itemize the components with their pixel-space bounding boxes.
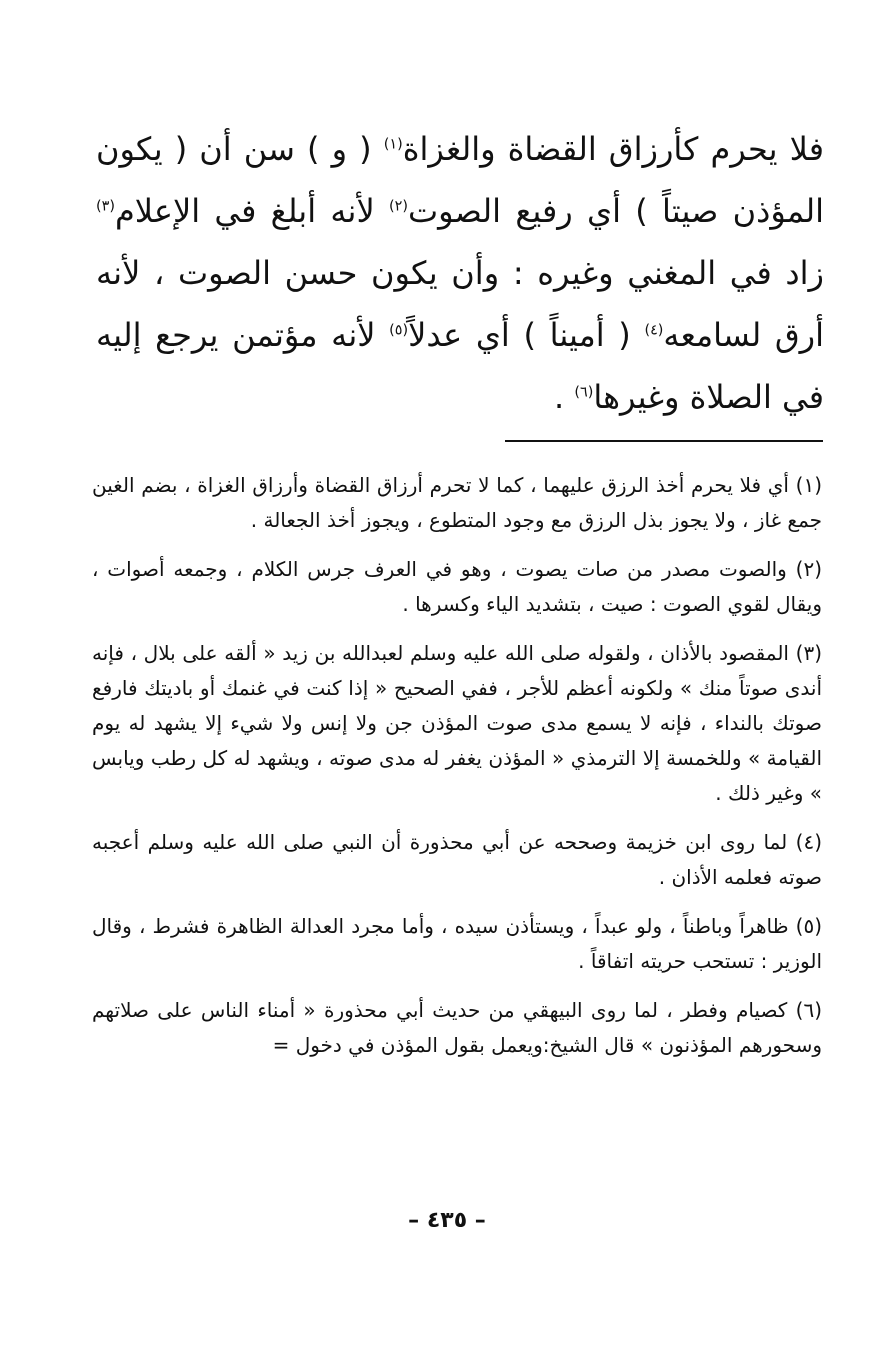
footnotes-section [92, 468, 822, 1077]
footnote-5: (٥) ظاهراً وباطناً ، ولو عبداً ، ويستأذن سيده ، وأما مجرد العدالة الظاهرة فشرط ، وقال الوزير : تستحب حريته اتفاقاً . [92, 914, 822, 973]
page-number: – ٤٣٥ – [408, 1208, 486, 1233]
footnote-ref: (٢) [389, 198, 408, 215]
footnote-ref: (١) [383, 136, 403, 153]
main-text-part: لأنه أبلغ في الإعلام [114, 192, 389, 230]
main-text-part: . [553, 378, 575, 416]
footnote-2: (٢) والصوت مصدر من صات يصوت ، وهو في العرف جرس الكلام ، وجمعه أصوات ، ويقال لقوي الصوت : صيت ، بتشديد الياء وكسرها . [92, 557, 822, 616]
main-text-part: ( أميناً ) أي عدلاً [408, 316, 645, 354]
footnote-ref: (٤) [644, 322, 664, 339]
main-text-block [96, 118, 824, 428]
footnote-1: (١) أي فلا يحرم أخذ الرزق عليهما ، كما لا تحرم أرزاق القضاة وأرزاق الغزاة ، بضم الغين جمع غاز ، ولا يجوز بذل الرزق مع وجود المتطوع ، ويجوز أخذ الجعالة . [92, 473, 822, 532]
footnote-ref: (٦) [574, 384, 594, 401]
footnote-3: (٣) المقصود بالأذان ، ولقوله صلى الله عليه وسلم لعبدالله بن زيد « ألقه على بلال ، فإنه أندى صوتاً منك » ولكونه أعظم للأجر ، ففي الصحيح « إذا كنت في غنمك أو باديتك فارفع صوتك بالنداء ، فإنه لا يسمع مدى صوت المؤذن جن ولا إنس ولا شيء إلا يشهد له يوم القيامة » وللخمسة إلا الترمذي « المؤذن يغفر له مدى صوته ، ويشهد له كل رطب ويابس » وغير ذلك . [92, 641, 822, 805]
main-text-part: زاد في المغني وغيره : وأن يكون حسن الصوت ، لأنه أرق لسامعه [96, 254, 825, 354]
main-text-part: ( و ) سن أن ( يكون المؤذن صيتاً ) أي رفيع الصوت [96, 130, 825, 230]
footnote-6: (٦) كصيام وفطر ، لما روى البيهقي من حديث أبي محذورة « أمناء الناس على صلاتهم وسحورهم المؤذنون » قال الشيخ:ويعمل بقول المؤذن في دخول = [92, 998, 822, 1057]
main-text-part: لأنه مؤتمن يرجع إليه في الصلاة وغيرها [96, 316, 824, 416]
footnote-4: (٤) لما روى ابن خزيمة وصححه عن أبي محذورة أن النبي صلى الله عليه وسلم أعجبه صوته فعلمه الأذان . [92, 830, 822, 889]
main-text-part: فلا يحرم كأرزاق القضاة والغزاة [402, 130, 825, 168]
footnote-ref: (٥) [389, 322, 409, 339]
footnote-ref: (٣) [96, 198, 115, 215]
footnote-divider [505, 440, 823, 442]
